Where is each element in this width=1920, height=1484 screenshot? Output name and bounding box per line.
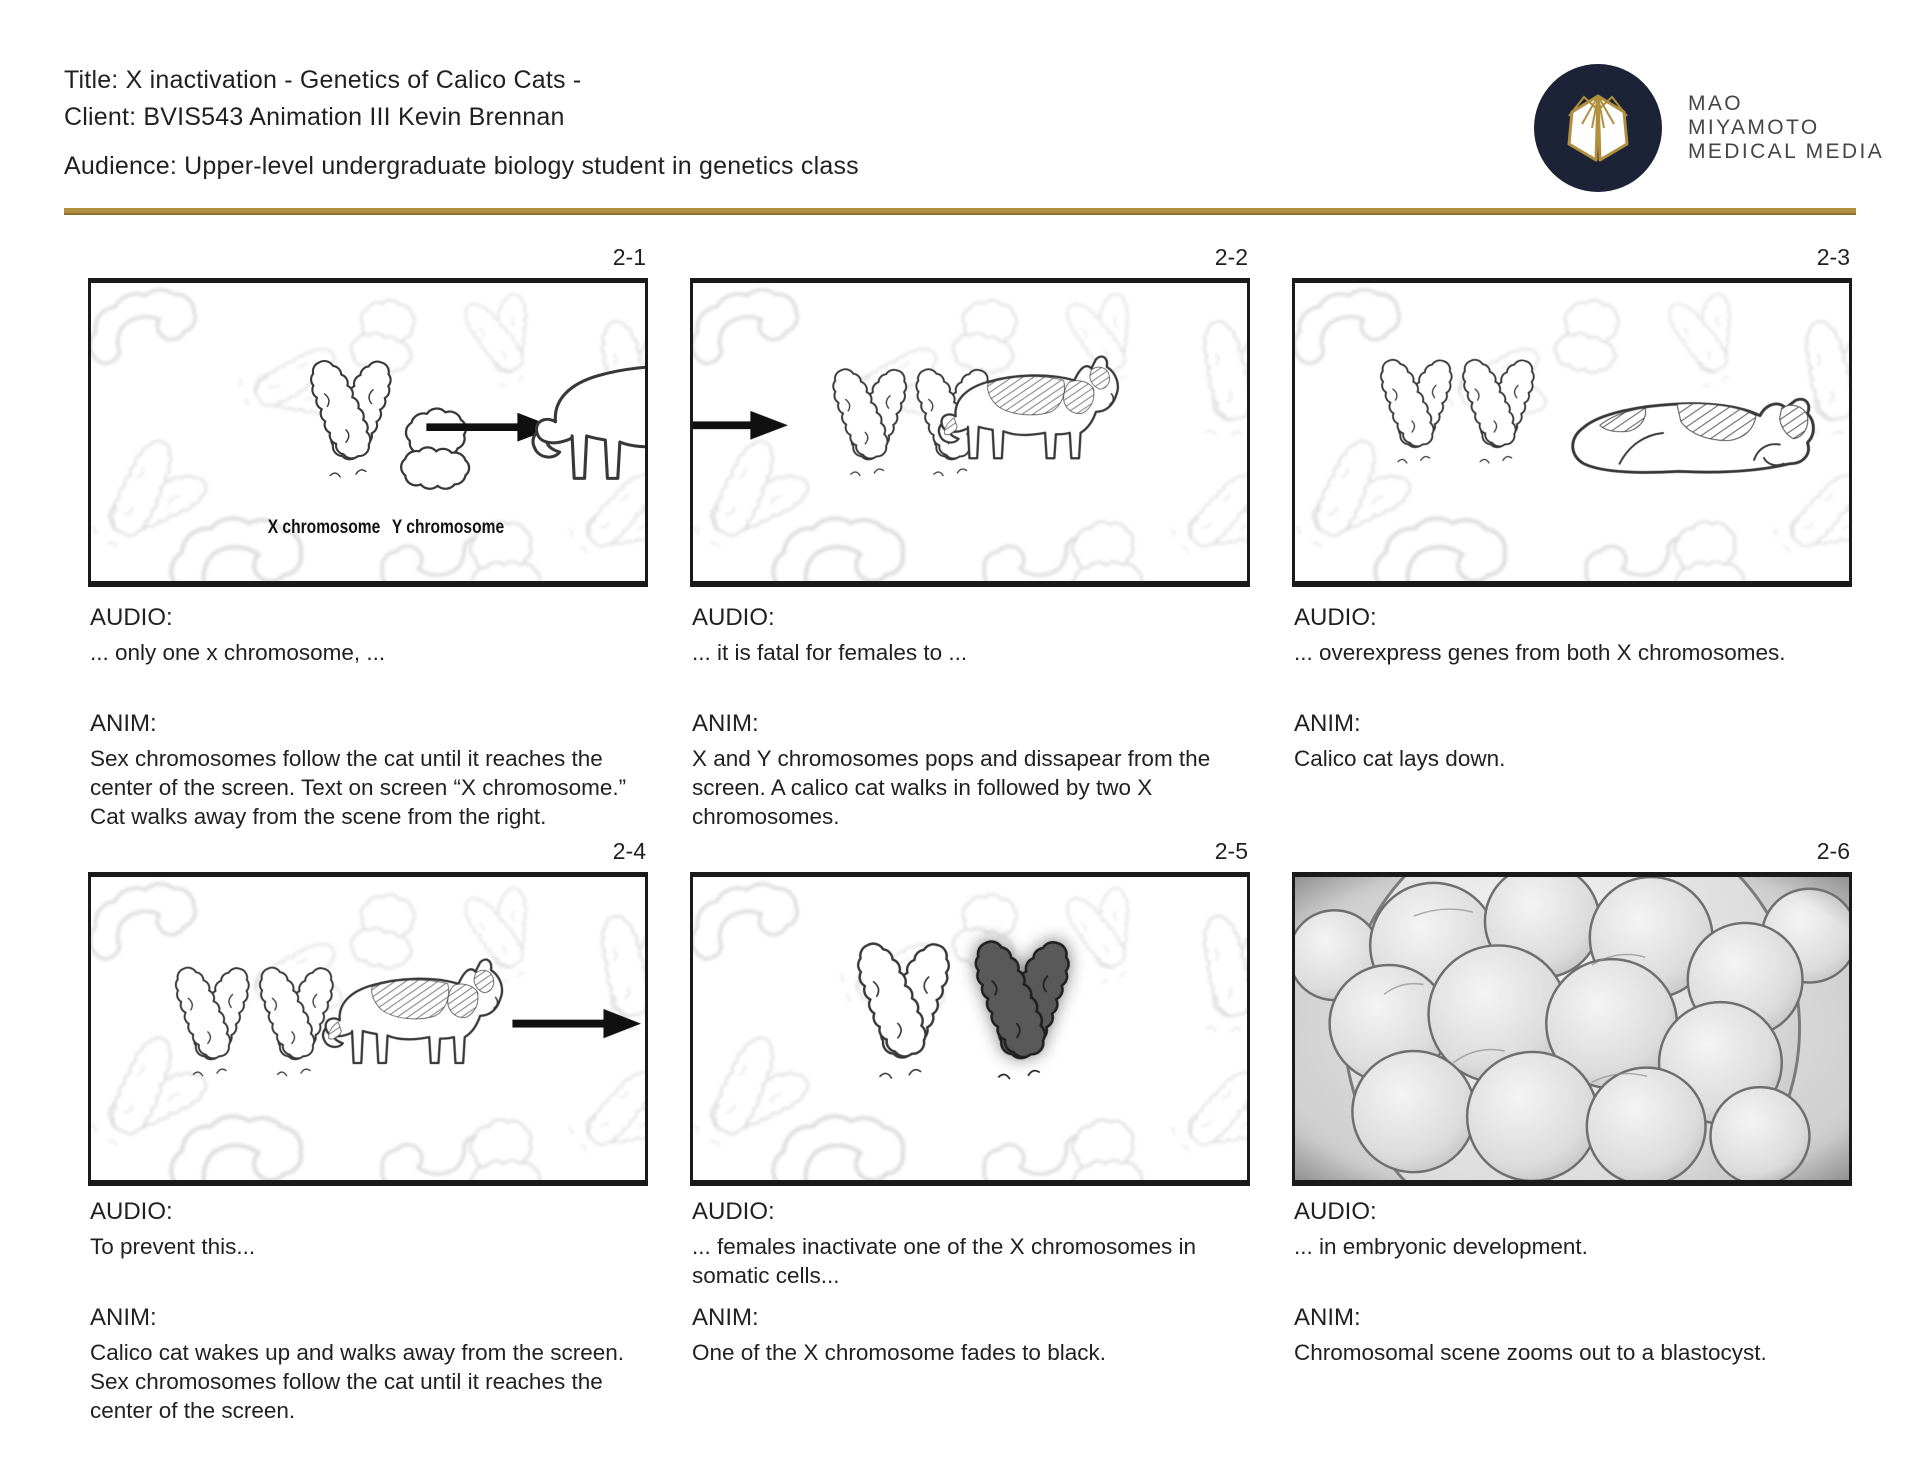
sketch-xx-chromosomes-calico-cat-walk-out <box>91 877 645 1180</box>
sketch-xx-chromosomes-cat-lying <box>1295 283 1849 581</box>
anim-block <box>692 710 1240 831</box>
logo-line-3: MEDICAL MEDIA <box>1688 140 1885 163</box>
gold-divider <box>64 208 1856 215</box>
panel-number: 2-1 <box>612 244 646 270</box>
logo-line-1: MAO <box>1688 92 1744 115</box>
anim-block <box>1294 710 1842 773</box>
sketch-xx-chromosomes-calico-cat-walk-in <box>693 283 1247 581</box>
audio-label: AUDIO: <box>1294 604 1377 631</box>
audio-block <box>692 604 1240 667</box>
storyboard-grid <box>88 244 1860 840</box>
anim-text: One of the X chromosome fades to black. <box>692 1340 1106 1365</box>
panel-frame-2-3 <box>1292 278 1852 587</box>
arrow-right-icon <box>693 411 788 440</box>
audio-text: ... only one x chromosome, ... <box>90 640 386 665</box>
panel-frame-2-2 <box>690 278 1250 587</box>
anim-label: ANIM: <box>90 1304 157 1331</box>
anim-block <box>1294 1304 1842 1367</box>
panel-frame-2-4 <box>88 872 648 1186</box>
anim-block <box>90 1304 638 1425</box>
panel-number: 2-4 <box>612 838 646 864</box>
y-chromosome-label: Y chromosome <box>391 517 505 538</box>
audio-block <box>1294 1198 1842 1261</box>
anim-block <box>692 1304 1240 1367</box>
storyboard-cell-2-5 <box>690 838 1250 1462</box>
audio-label: AUDIO: <box>692 1198 775 1225</box>
audio-label: AUDIO: <box>90 604 173 631</box>
storyboard-cell-2-3 <box>1292 244 1852 840</box>
calico-cat-lying-sketch <box>1573 399 1814 472</box>
inactivated-x-chromosome-sketch <box>964 934 1080 1079</box>
anim-label: ANIM: <box>1294 1304 1361 1331</box>
audio-text: ... overexpress genes from both X chromosomes. <box>1294 640 1786 665</box>
storyboard-cell-2-1 <box>88 244 648 840</box>
anim-text: X and Y chromosomes pops and dissapear from the screen. A calico cat walks in followed by two X chromosomes. <box>692 746 1211 829</box>
audio-text: ... it is fatal for females to ... <box>692 640 968 665</box>
anim-label: ANIM: <box>90 710 157 737</box>
audio-block <box>90 1198 638 1261</box>
audio-label: AUDIO: <box>90 1198 173 1225</box>
audio-block <box>692 1198 1240 1290</box>
sketch-blastocyst <box>1295 877 1849 1180</box>
page-title: Title: X inactivation - Genetics of Calico Cats - <box>64 66 582 94</box>
anim-text: Calico cat lays down. <box>1294 746 1506 771</box>
audio-text: ... in embryonic development. <box>1294 1234 1588 1259</box>
storyboard-cell-2-6 <box>1292 838 1852 1462</box>
calico-cat-sketch <box>323 960 502 1063</box>
audience-line: Audience: Upper-level undergraduate biology student in genetics class <box>64 152 859 180</box>
x-chromosome-label: X chromosome <box>267 517 381 538</box>
panel-number: 2-2 <box>1214 244 1248 270</box>
panel-frame-2-6 <box>1292 872 1852 1186</box>
storyboard-grid-row2 <box>88 838 1860 1462</box>
client-line: Client: BVIS543 Animation III Kevin Brennan <box>64 103 565 131</box>
storyboard-cell-2-2 <box>690 244 1250 840</box>
storyboard-cell-2-4 <box>88 838 648 1462</box>
audio-block <box>90 604 638 667</box>
company-logo <box>1532 62 1892 198</box>
audio-text: To prevent this... <box>90 1234 256 1259</box>
panel-number: 2-3 <box>1816 244 1850 270</box>
audio-label: AUDIO: <box>1294 1198 1377 1225</box>
anim-text: Sex chromosomes follow the cat until it reaches the center of the screen. Text on screen “X chromosome.” Cat walks away from the scene from the right. <box>90 746 627 829</box>
anim-block <box>90 710 638 831</box>
audio-label: AUDIO: <box>692 604 775 631</box>
panel-number: 2-5 <box>1214 838 1248 864</box>
anim-label: ANIM: <box>692 1304 759 1331</box>
panel-frame-2-1 <box>88 278 648 587</box>
panel-frame-2-5 <box>690 872 1250 1186</box>
logo-wordmark <box>1688 92 1884 164</box>
audio-text: ... females inactivate one of the X chromosomes in somatic cells... <box>692 1234 1196 1288</box>
anim-text: Chromosomal scene zooms out to a blastocyst. <box>1294 1340 1767 1365</box>
panel-number: 2-6 <box>1816 838 1850 864</box>
anim-label: ANIM: <box>1294 710 1361 737</box>
sketch-x-inactivation <box>693 877 1247 1180</box>
audio-block <box>1294 604 1842 667</box>
logo-book-icon <box>1532 62 1664 194</box>
logo-line-2: MIYAMOTO <box>1688 116 1820 139</box>
anim-text: Calico cat wakes up and walks away from the screen. Sex chromosomes follow the cat until it reaches the center of the screen. <box>90 1340 624 1423</box>
anim-label: ANIM: <box>692 710 759 737</box>
